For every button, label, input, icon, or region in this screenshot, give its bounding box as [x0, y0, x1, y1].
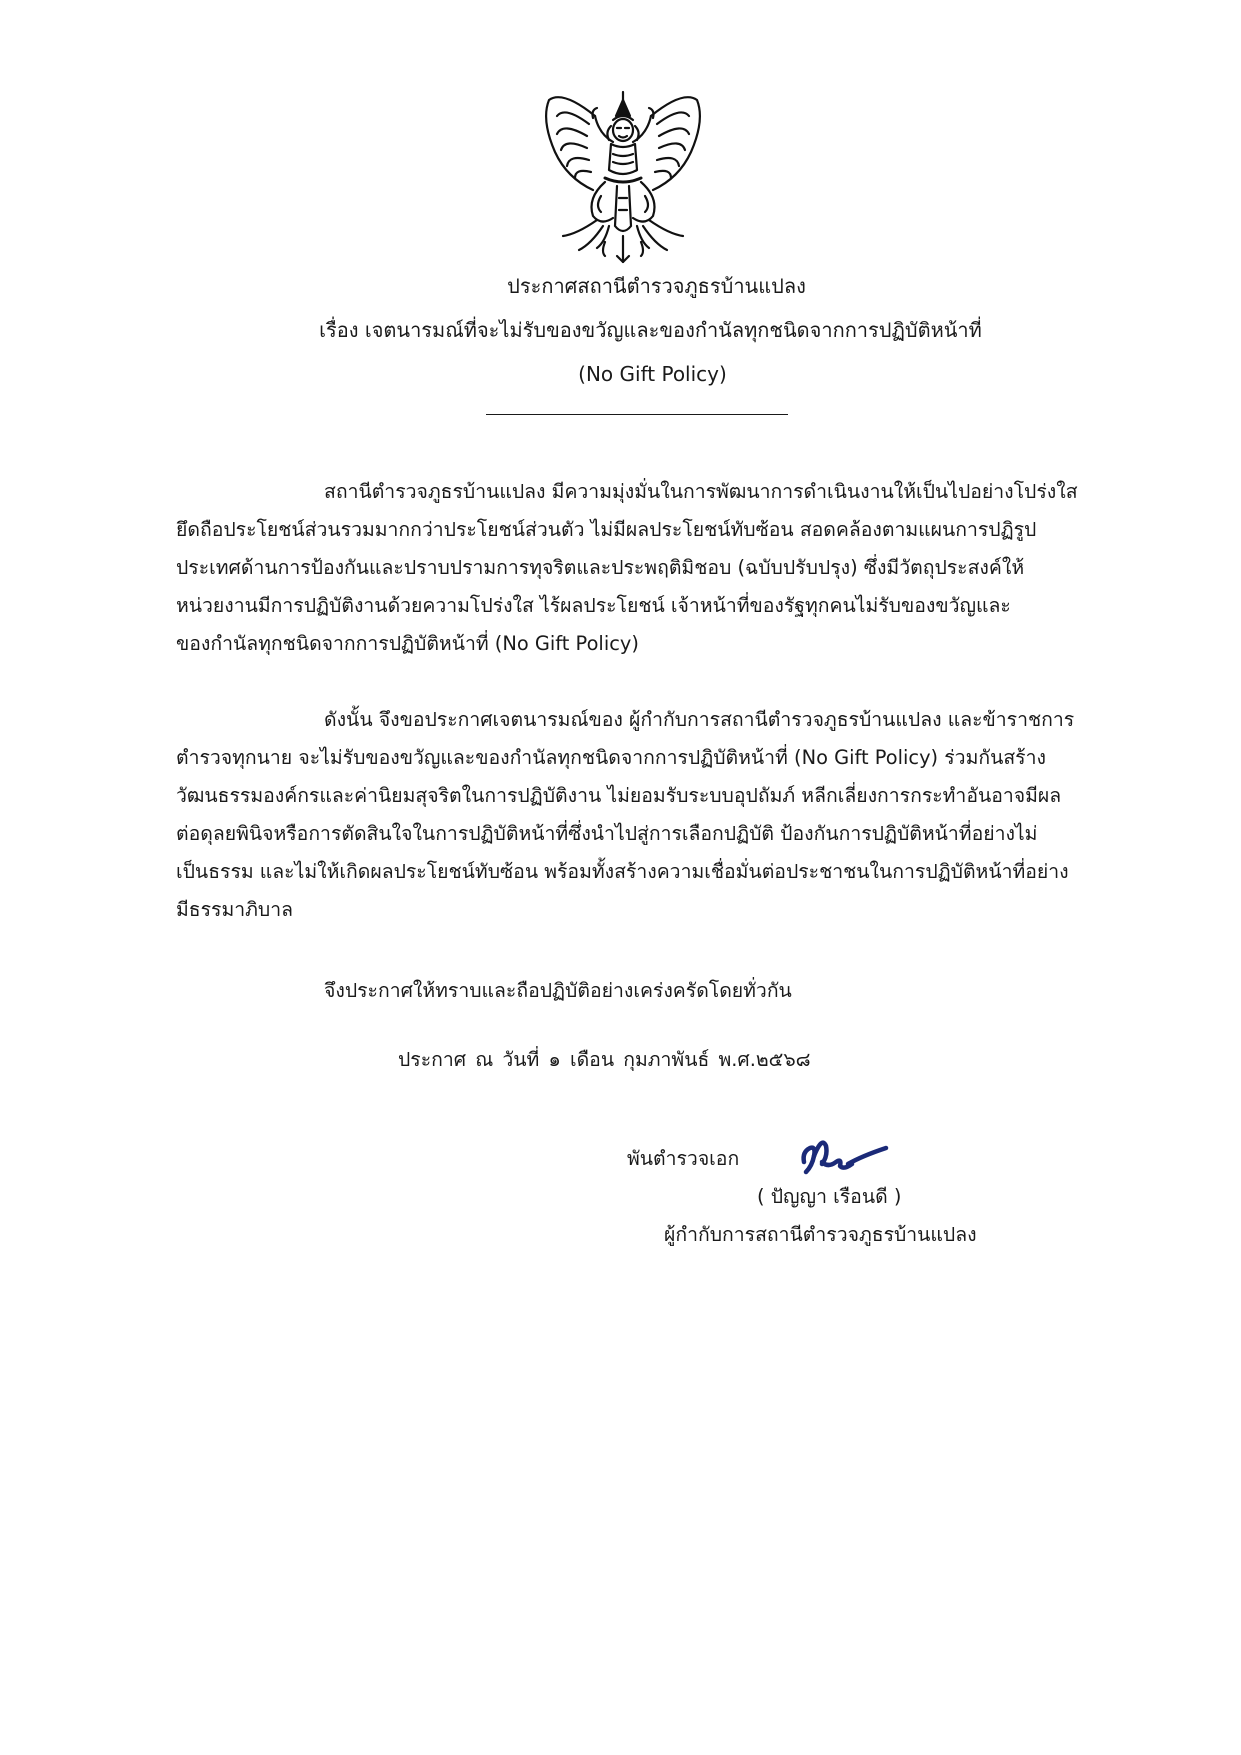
paragraph-line: ตำรวจทุกนาย จะไม่รับของขวัญและของกำนัลทุกชนิดจากการปฏิบัติหน้าที่ (No Gift Policy) ร่วมกันสร้าง — [176, 746, 1046, 769]
signatory-name: ( ปัญญา เรือนดี ) — [757, 1185, 902, 1208]
header-divider — [486, 414, 788, 415]
garuda-emblem-icon — [543, 86, 703, 266]
paragraph-line: เป็นธรรม และไม่ให้เกิดผลประโยชน์ทับซ้อน พร้อมทั้งสร้างความเชื่อมั่นต่อประชาชนในการปฏิบัติหน้าที่อย่าง — [176, 860, 1069, 883]
announcement-subject: เรื่อง เจตนารมณ์ที่จะไม่รับของขวัญและของกำนัลทุกชนิดจากการปฏิบัติหน้าที่ — [319, 318, 982, 342]
paragraph-line: วัฒนธรรมองค์กรและค่านิยมสุจริตในการปฏิบัติงาน ไม่ยอมรับระบบอุปถัมภ์ หลีกเลี่ยงการกระทำอันอาจมีผล — [176, 784, 1062, 807]
paragraph-line: ยึดถือประโยชน์ส่วนรวมมากกว่าประโยชน์ส่วนตัว ไม่มีผลประโยชน์ทับซ้อน สอดคล้องตามแผนการปฏิรูป — [176, 518, 1037, 541]
paragraph-line: มีธรรมาภิบาล — [176, 898, 293, 921]
paragraph-line: ดังนั้น จึงขอประกาศเจตนารมณ์ของ ผู้กำกับการสถานีตำรวจภูธรบ้านแปลง และข้าราชการ — [324, 708, 1075, 731]
paragraph-declaration — [176, 701, 1114, 929]
announcement-title: ประกาศสถานีตำรวจภูธรบ้านแปลง — [507, 274, 806, 298]
announcement-date: ประกาศ ณ วันที่ ๑ เดือน กุมภาพันธ์ พ.ศ.๒๕๖๘ — [398, 1048, 811, 1071]
paragraph-closing: จึงประกาศให้ทราบและถือปฏิบัติอย่างเคร่งครัดโดยทั่วกัน — [324, 979, 792, 1002]
signatory-position: ผู้กำกับการสถานีตำรวจภูธรบ้านแปลง — [664, 1223, 977, 1246]
paragraph-line: ต่อดุลยพินิจหรือการตัดสินใจในการปฏิบัติหน้าที่ซึ่งนำไปสู่การเลือกปฏิบัติ ป้องกันการปฏิบัติหน้าที่อย่างไม่ — [176, 822, 1038, 845]
signatory-rank: พันตำรวจเอก — [627, 1147, 740, 1170]
announcement-subject-english: (No Gift Policy) — [578, 362, 727, 386]
paragraph-line: หน่วยงานมีการปฏิบัติงานด้วยความโปร่งใส ไร้ผลประโยชน์ เจ้าหน้าที่ของรัฐทุกคนไม่รับของขวัญและ — [176, 594, 1011, 617]
paragraph-intro — [176, 473, 1114, 663]
handwritten-signature — [796, 1132, 890, 1180]
paragraph-line: ประเทศด้านการป้องกันและปราบปรามการทุจริตและประพฤติมิชอบ (ฉบับปรับปรุง) ซึ่งมีวัตถุประสงค์ให้ — [176, 556, 1025, 579]
paragraph-line: สถานีตำรวจภูธรบ้านแปลง มีความมุ่งมั่นในการพัฒนาการดำเนินงานให้เป็นไปอย่างโปร่งใส — [324, 480, 1078, 503]
paragraph-line: ของกำนัลทุกชนิดจากการปฏิบัติหน้าที่ (No Gift Policy) — [176, 632, 639, 655]
